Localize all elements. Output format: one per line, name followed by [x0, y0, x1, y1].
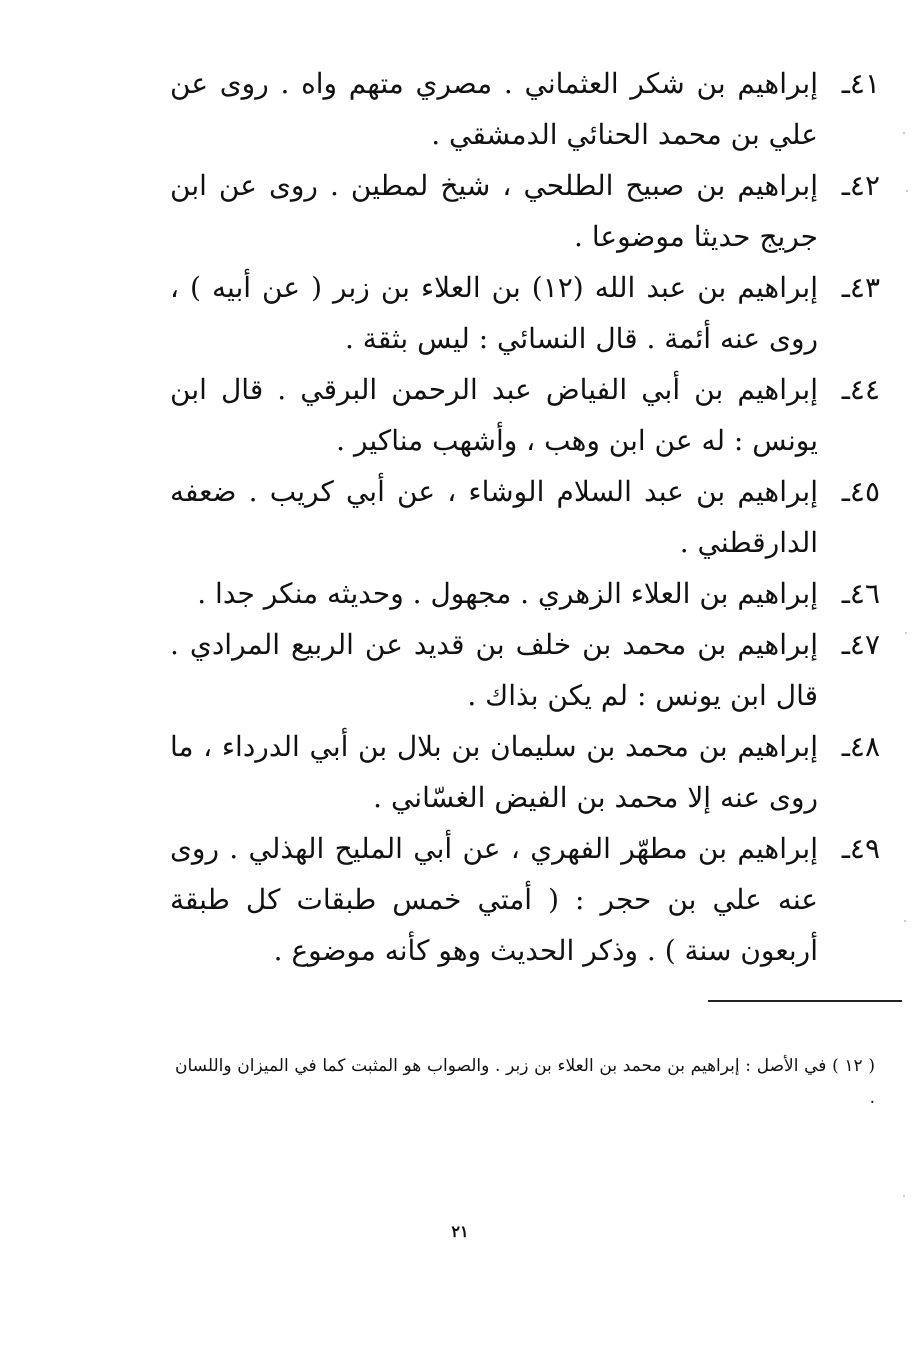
entry-number: ٤٧ـ: [841, 628, 880, 661]
entry-46: [170, 568, 880, 619]
entry-text: إبراهيم بن صبيح الطلحي ، شيخ لمطين . روى عن ابن جريج حديثا موضوعا .: [170, 169, 818, 253]
scan-speck: [906, 190, 908, 192]
entry-43: [170, 262, 880, 364]
footnote-divider: [708, 1000, 902, 1002]
entry-text: إبراهيم بن أبي الفياض عبد الرحمن البرقي . قال ابن يونس : له عن ابن وهب ، وأشهب مناكير .: [170, 373, 818, 457]
entry-number: ٤١ـ: [841, 67, 880, 100]
entry-number: ٤٨ـ: [841, 730, 880, 763]
entry-number: ٤٦ـ: [841, 577, 880, 610]
entry-list: [170, 58, 880, 976]
entry-42: [170, 160, 880, 262]
scan-speck: [904, 920, 906, 922]
entry-text: إبراهيم بن محمد بن خلف بن قديد عن الربيع المرادي . قال ابن يونس : لم يكن بذاك .: [170, 628, 818, 712]
entry-text: إبراهيم بن محمد بن سليمان بن بلال بن أبي الدرداء ، ما روى عنه إلا محمد بن الفيض الغسّاني .: [170, 730, 818, 814]
footnote: ( ١٢ ) في الأصل : إبراهيم بن محمد بن العلاء بن زبر . والصواب هو المثبت كما في الميزان واللسان .: [175, 1056, 875, 1108]
entry-number: ٤٤ـ: [841, 373, 880, 406]
entry-45: [170, 466, 880, 568]
entry-text: إبراهيم بن عبد الله (١٢) بن العلاء بن زبر ( عن أبيه ) ، روى عنه أئمة . قال النسائي : ليس بثقة .: [170, 271, 819, 355]
entry-49: [170, 823, 880, 976]
entry-text: إبراهيم بن مطهّر الفهري ، عن أبي المليح الهذلي . روى عنه علي بن حجر : ( أمتي خمس طبقات كل طبقة أربعون سنة ) . وذكر الحديث وهو كأنه موضوع .: [170, 832, 818, 967]
entry-text: إبراهيم بن العلاء الزهري . مجهول . وحديثه منكر جدا .: [197, 577, 818, 610]
scan-speck: [903, 132, 905, 134]
entry-48: [170, 721, 880, 823]
scan-speck: [903, 1195, 905, 1197]
entry-text: إبراهيم بن شكر العثماني . مصري متهم واه . روى عن علي بن محمد الحنائي الدمشقي .: [170, 67, 818, 151]
entry-number: ٤٢ـ: [841, 169, 880, 202]
entry-number: ٤٥ـ: [841, 475, 880, 508]
entry-44: [170, 364, 880, 466]
scan-speck: [905, 632, 907, 634]
entry-number: ٤٩ـ: [841, 832, 880, 865]
entry-47: [170, 619, 880, 721]
page-number: ٢١: [451, 1222, 469, 1241]
entry-text: إبراهيم بن عبد السلام الوشاء ، عن أبي كريب . ضعفه الدارقطني .: [170, 475, 818, 559]
entry-41: [170, 58, 880, 160]
entry-number: ٤٣ـ: [841, 271, 880, 304]
